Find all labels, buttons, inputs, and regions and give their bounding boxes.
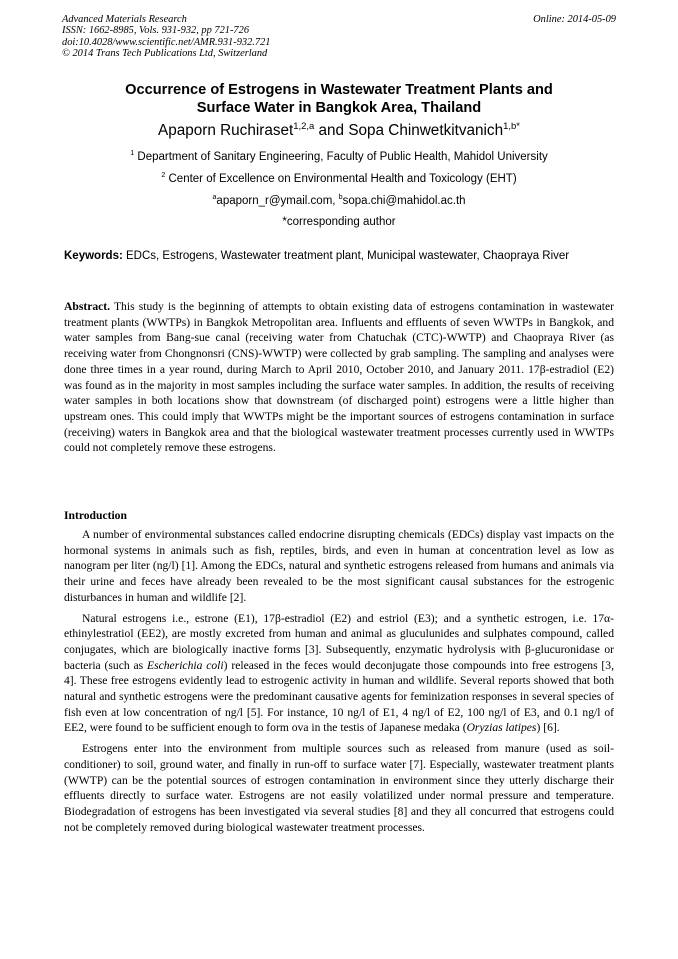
keywords-label: Keywords: xyxy=(64,250,123,262)
email-b: sopa.chi@mahidol.ac.th xyxy=(342,195,466,207)
species-oryzias-latipes: Oryzias latipes xyxy=(466,721,537,735)
email-b-mark: b xyxy=(338,193,343,202)
author-1-marks: 1,2,a xyxy=(293,120,315,132)
introduction-body xyxy=(64,527,614,840)
intro-p2-part-a: Natural estrogens i.e., estrone (E1), 17β-estradiol (E2) and estriol (E3); and a synthetic estrogen, i.e. 17α-ethinylestratiol (EE2), are mostly excreted from human and animal as gluculunides and sulphates compound, called conjugates, which are biologically inactive forms [3]. Subsequently, enzymatic hydrolysis with β-glucuronidase or bacteria (such as xyxy=(64,611,614,672)
affiliation-2-text: Center of Excellence on Environmental Health and Toxicology (EHT) xyxy=(165,173,517,185)
online-date: Online: 2014-05-09 xyxy=(533,14,616,25)
abstract-text: This study is the beginning of attempts to obtain existing data of estrogens contamination in wastewater treatment plants (WWTPs) in Bangkok Metropolitan area. Influents and effluents of seven WWTPs in Bangkok, and water samples from Bang-sue canal (receiving water from Chatuchak (CTC)-WWTP) and Chaopraya River (as receiving water from Chongnonsri (CNS)-WWTP) were collected by grab sampling. The sampling and analyses were done three times in a year round, during March to April 2010, October 2010, and January 2011. 17β-estradiol (E2) was found as in the majority in most samples including the surface water samples. In addition, the results of receiving water samples in both locations show that downstream (of discharged point) estrogens were a little higher than upstream ones. This could imply that WWTPs might be the important sources of estrogens contamination in surface (receiving) waters in Bangkok area and that the biological wastewater treatment processes currently used in WWTPs could not completely remove these estrogens. xyxy=(64,300,614,455)
affiliation-1-text: Department of Sanitary Engineering, Faculty of Public Health, Mahidol University xyxy=(134,151,548,163)
copyright-line: © 2014 Trans Tech Publications Ltd, Switzerland xyxy=(62,48,268,60)
intro-p2-part-c: ) [6]. xyxy=(536,721,560,735)
author-2-marks: 1,b* xyxy=(503,120,520,132)
affiliation-2 xyxy=(62,172,616,186)
author-conjunction: and xyxy=(314,122,349,139)
abstract-block xyxy=(64,299,614,456)
introduction-heading: Introduction xyxy=(64,509,127,522)
keywords-text: EDCs, Estrogens, Wastewater treatment plant, Municipal wastewater, Chaopraya River xyxy=(122,250,570,262)
intro-p2-part-b: ) released in the feces would deconjugate those compounds into free estrogens [3, 4]. These free estrogens evidently lead to estrogenic activity in human and wildlife. Several reports showed that both natural and synthetic estrogens were the predominant causative agents for feminization responses in several species of fish even at low concentration of ng/l [5]. For instance, 10 ng/l of E1, 4 ng/l of E2, 100 ng/l of E3, and 0.1 ng/l of EE2, were found to be sufficient enough to form ova in the testis of Japanese medaka ( xyxy=(64,658,614,735)
email-line xyxy=(62,194,616,208)
keywords-block xyxy=(64,250,614,264)
issn-line: ISSN: 1662-8985, Vols. 931-932, pp 721-726 xyxy=(62,25,250,37)
affiliation-2-mark: 2 xyxy=(161,171,166,180)
intro-paragraph-2 xyxy=(64,611,614,737)
email-a-mark: a xyxy=(212,193,217,202)
paper-title xyxy=(62,82,616,117)
doi-line: doi:10.4028/www.scientific.net/AMR.931-932.721 xyxy=(62,36,271,48)
corresponding-author-note: *corresponding author xyxy=(282,216,396,228)
affiliation-1-mark: 1 xyxy=(130,149,135,158)
intro-paragraph-1: A number of environmental substances called endocrine disrupting chemicals (EDCs) display vast impacts on the hormonal systems in animals such as fish, reptiles, birds, and even in human at concentration level as low as nanogram per liter (ng/l) [1]. Among the EDCs, natural and synthetic estrogens released from humans and animals via their urine and feces have already been revealed to be the most significant causal substances for the estrogenic disturbances in human and wildlife [2]. xyxy=(64,528,614,604)
journal-name: Advanced Materials Research xyxy=(62,14,187,25)
email-a: apaporn_r@ymail.com, xyxy=(216,195,339,207)
title-line-1: Occurrence of Estrogens in Wastewater Treatment Plants and xyxy=(125,82,553,98)
title-line-2: Surface Water in Bangkok Area, Thailand xyxy=(196,99,482,116)
author-1: Apaporn Ruchiraset xyxy=(158,122,294,139)
affiliation-1 xyxy=(62,150,616,164)
intro-paragraph-3: Estrogens enter into the environment from multiple sources such as released from manure (used as soil-conditioner) to soil, ground water, and finally in run-off to surface water [7]. Especially, wastewater treatment plants (WWTP) can be the potential sources of estrogen contamination in environment since they utterly discharge their effluents directly to surface water. Estrogens are not easily volatilized under normal pressure and temperature. Biodegradation of estrogens has been investigated via several studies [8] and they all concurred that estrogens could not be completely removed during biological wastewater treatment processes. xyxy=(64,742,614,834)
author-2: Sopa Chinwetkitvanich xyxy=(348,122,504,139)
abstract-label: Abstract. xyxy=(64,300,111,313)
journal-header xyxy=(62,14,270,60)
author-list xyxy=(62,121,616,140)
species-escherichia-coli: Escherichia coli xyxy=(147,658,224,672)
